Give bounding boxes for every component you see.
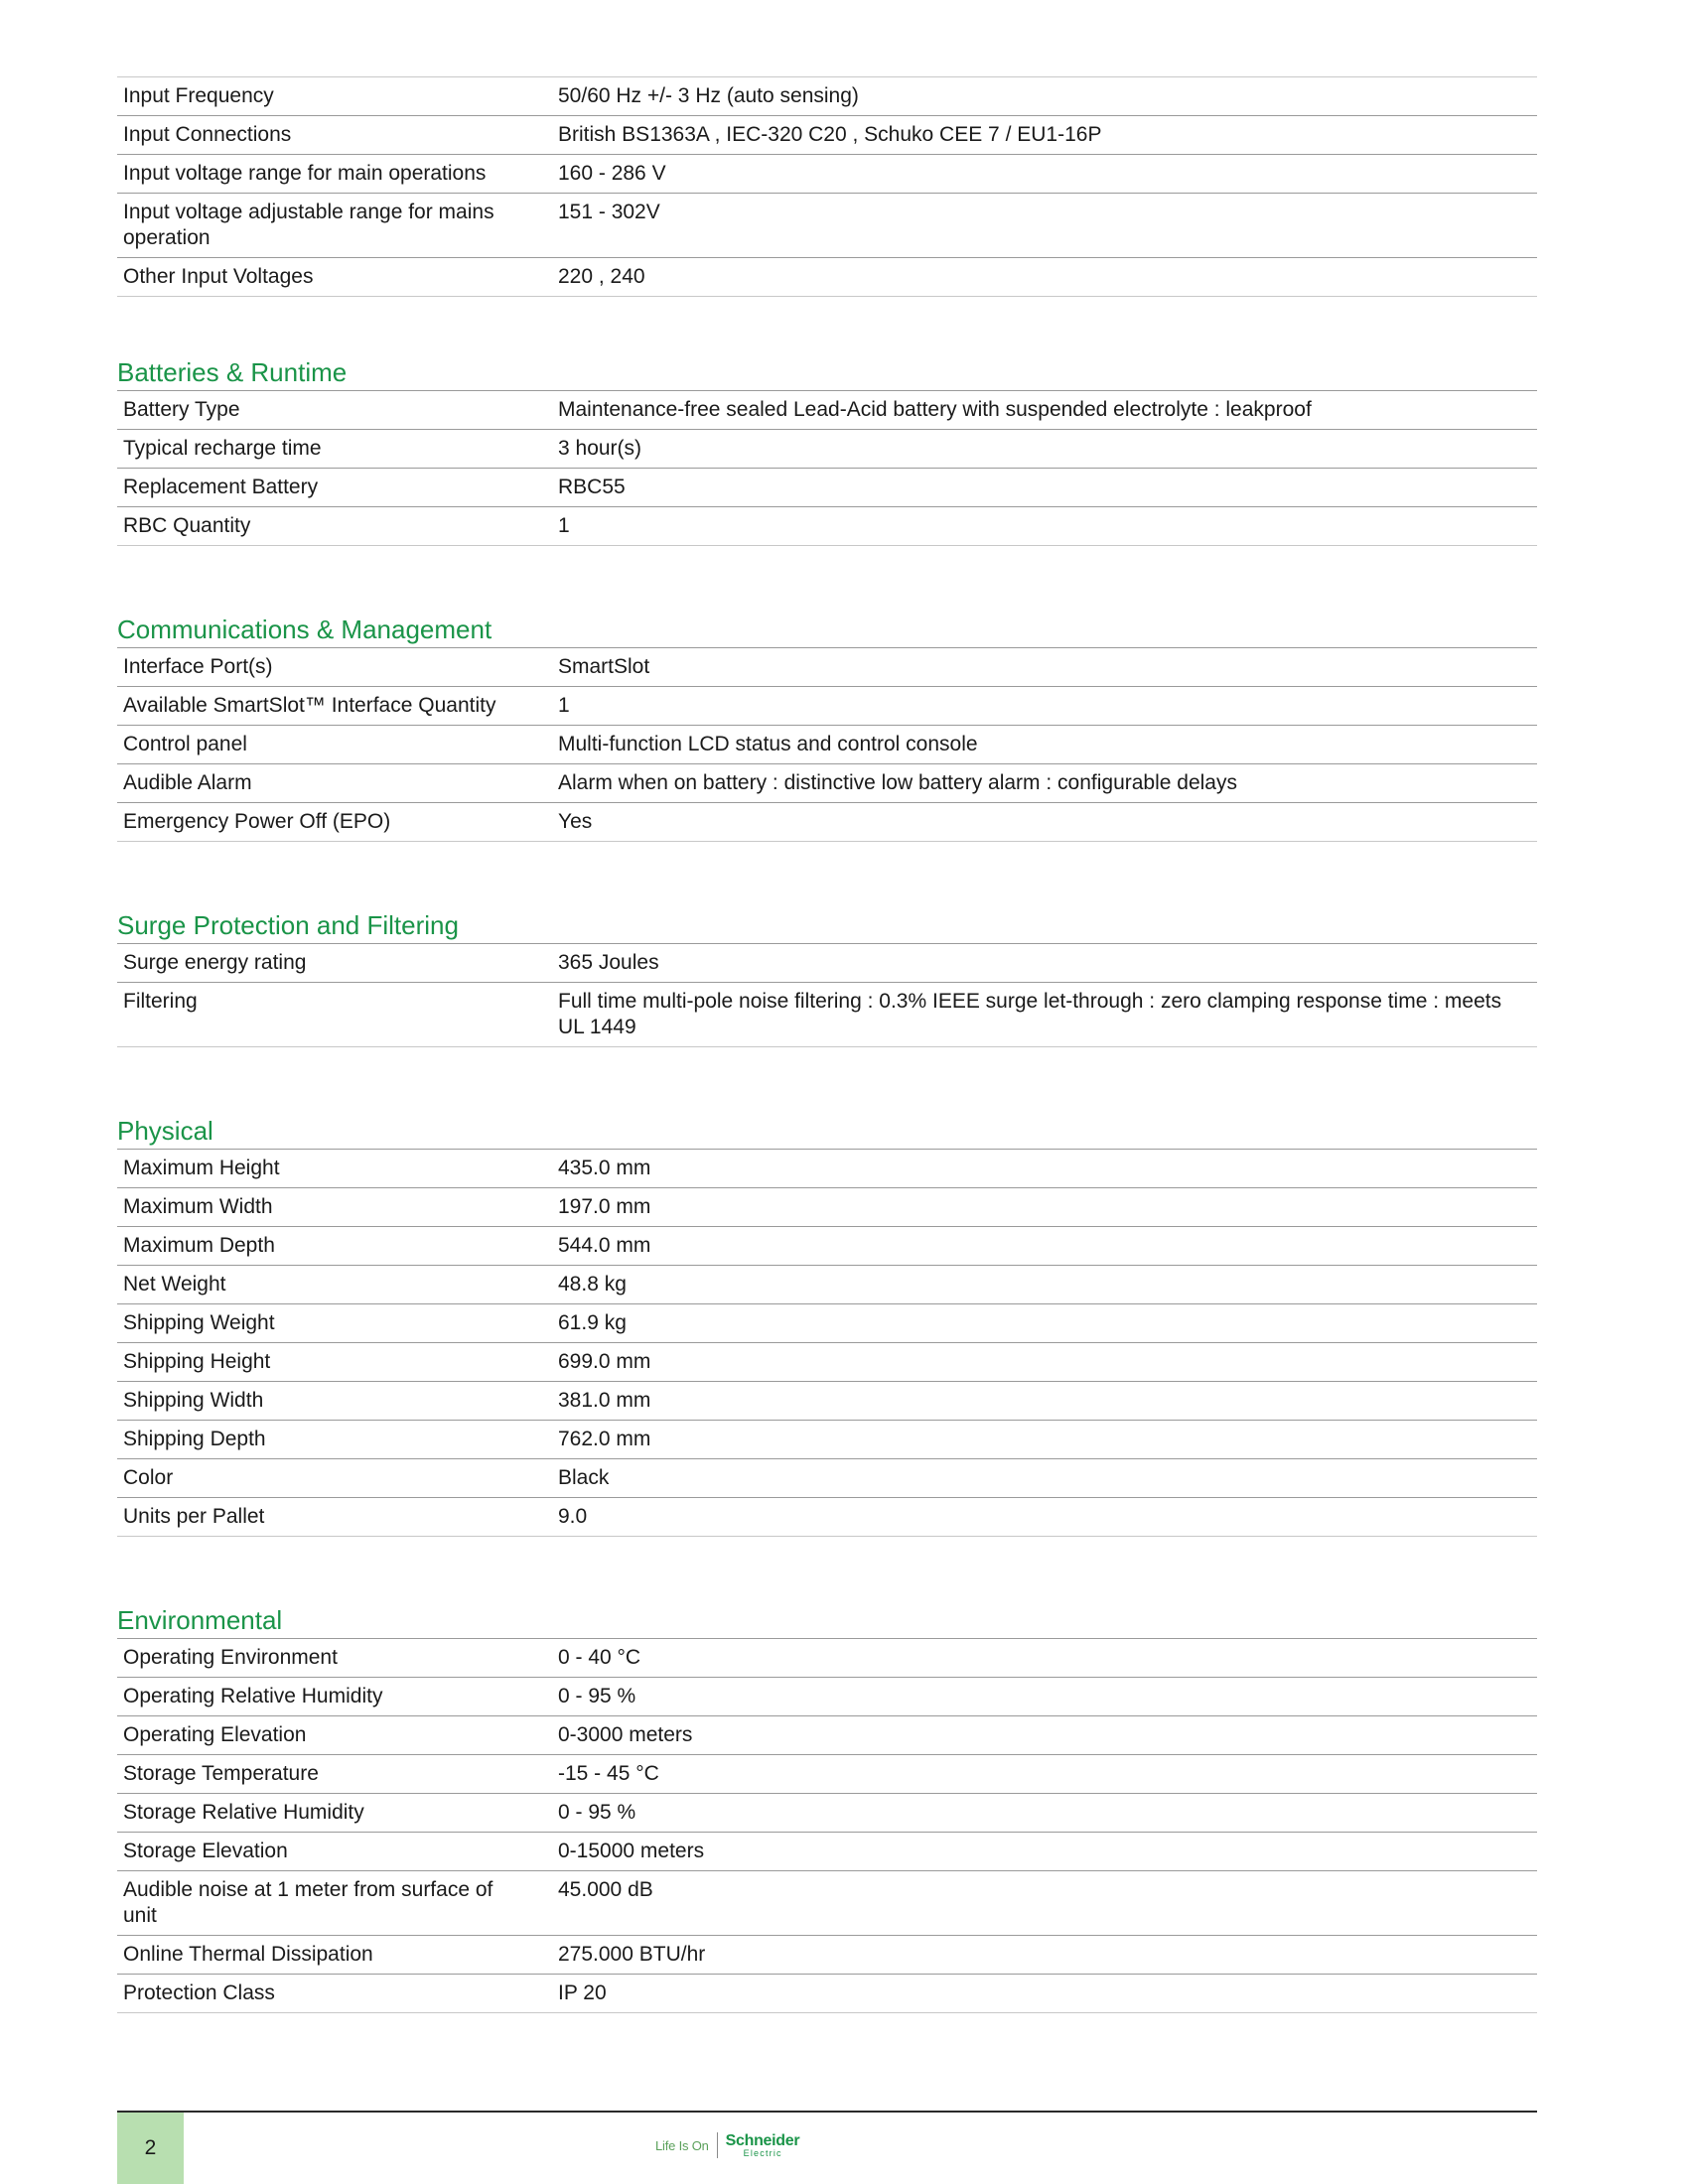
spec-value: Maintenance-free sealed Lead-Acid battery with suspended electrolyte : leakproof [552, 391, 1537, 430]
spec-value: 0 - 95 % [552, 1794, 1537, 1833]
table-row [117, 77, 1537, 116]
spec-table-environmental [117, 1638, 1537, 2013]
spec-label: Battery Type [117, 391, 552, 430]
spec-label: Operating Elevation [117, 1716, 552, 1755]
spec-label: Input Connections [117, 116, 552, 155]
page-number-text: 2 [144, 2136, 157, 2159]
spec-value: 0-3000 meters [552, 1716, 1537, 1755]
spec-value: 544.0 mm [552, 1227, 1537, 1266]
spec-label: Maximum Depth [117, 1227, 552, 1266]
spec-value: 0 - 95 % [552, 1678, 1537, 1716]
spec-value: 9.0 [552, 1498, 1537, 1537]
spec-table-surge [117, 943, 1537, 1047]
spec-value: 197.0 mm [552, 1188, 1537, 1227]
table-row [117, 194, 1537, 258]
table-row [117, 116, 1537, 155]
brand-sub: Electric [743, 2147, 782, 2158]
spec-label: Color [117, 1459, 552, 1498]
table-row [117, 1498, 1537, 1537]
table-row [117, 1975, 1537, 2013]
section-title: Environmental [117, 1605, 283, 1635]
table-row [117, 258, 1537, 297]
spec-label: Other Input Voltages [117, 258, 552, 297]
spec-value: 3 hour(s) [552, 430, 1537, 469]
spec-label: Shipping Height [117, 1343, 552, 1382]
table-row [117, 726, 1537, 764]
spec-label: Typical recharge time [117, 430, 552, 469]
spec-label: Input Frequency [117, 77, 552, 116]
spec-label: RBC Quantity [117, 507, 552, 546]
table-row [117, 1343, 1537, 1382]
table-row [117, 1871, 1537, 1936]
spec-label: Storage Relative Humidity [117, 1794, 552, 1833]
schneider-logo-icon [726, 2133, 800, 2158]
table-row [117, 803, 1537, 842]
section-input [117, 76, 1537, 297]
table-row [117, 983, 1537, 1047]
spec-label: Replacement Battery [117, 469, 552, 507]
spec-table-input [117, 76, 1537, 297]
spec-value: 1 [552, 687, 1537, 726]
spec-value: IP 20 [552, 1975, 1537, 2013]
spec-label: Input voltage range for main operations [117, 155, 552, 194]
section-surge-protection [117, 909, 1537, 1047]
spec-value: 275.000 BTU/hr [552, 1936, 1537, 1975]
spec-label: Net Weight [117, 1266, 552, 1304]
table-row [117, 1227, 1537, 1266]
table-row [117, 391, 1537, 430]
spec-label: Online Thermal Dissipation [117, 1936, 552, 1975]
table-row [117, 1639, 1537, 1678]
table-row [117, 1266, 1537, 1304]
spec-value: RBC55 [552, 469, 1537, 507]
table-row [117, 1794, 1537, 1833]
spec-value: 45.000 dB [552, 1871, 1537, 1936]
spec-value: Multi-function LCD status and control console [552, 726, 1537, 764]
spec-label: Input voltage adjustable range for mains operation [117, 194, 552, 258]
spec-table-communications [117, 647, 1537, 842]
table-row [117, 430, 1537, 469]
spec-label: Operating Relative Humidity [117, 1678, 552, 1716]
spec-label: Units per Pallet [117, 1498, 552, 1537]
section-communications-management [117, 614, 1537, 842]
table-row [117, 764, 1537, 803]
spec-value: 1 [552, 507, 1537, 546]
spec-label: Shipping Weight [117, 1304, 552, 1343]
spec-value: Black [552, 1459, 1537, 1498]
section-environmental [117, 1604, 1537, 2013]
spec-label: Storage Elevation [117, 1833, 552, 1871]
table-row [117, 469, 1537, 507]
spec-label: Audible Alarm [117, 764, 552, 803]
spec-value: 365 Joules [552, 944, 1537, 983]
spec-table-batteries [117, 390, 1537, 546]
spec-value: British BS1363A , IEC-320 C20 , Schuko CEE 7 / EU1-16P [552, 116, 1537, 155]
section-batteries-runtime [117, 356, 1537, 546]
spec-value: Alarm when on battery : distinctive low battery alarm : configurable delays [552, 764, 1537, 803]
spec-label: Shipping Depth [117, 1421, 552, 1459]
brand-name: Schneider [725, 2131, 800, 2149]
spec-value: 762.0 mm [552, 1421, 1537, 1459]
spec-table-physical [117, 1149, 1537, 1537]
section-physical [117, 1115, 1537, 1537]
spec-value: Full time multi-pole noise filtering : 0.3% IEEE surge let-through : zero clamping response time : meets UL 1449 [552, 983, 1537, 1047]
spec-sheet [117, 76, 1537, 2081]
table-row [117, 1459, 1537, 1498]
spec-label: Emergency Power Off (EPO) [117, 803, 552, 842]
table-row [117, 944, 1537, 983]
spec-value: 220 , 240 [552, 258, 1537, 297]
spec-value: 61.9 kg [552, 1304, 1537, 1343]
table-row [117, 687, 1537, 726]
spec-value: SmartSlot [552, 648, 1537, 687]
table-row [117, 1755, 1537, 1794]
section-title: Batteries & Runtime [117, 357, 348, 387]
spec-value: 151 - 302V [552, 194, 1537, 258]
spec-value: 435.0 mm [552, 1150, 1537, 1188]
spec-label: Surge energy rating [117, 944, 552, 983]
table-row [117, 507, 1537, 546]
spec-value: Yes [552, 803, 1537, 842]
table-row [117, 648, 1537, 687]
spec-label: Storage Temperature [117, 1755, 552, 1794]
section-title: Physical [117, 1116, 213, 1146]
table-row [117, 1150, 1537, 1188]
spec-label: Audible noise at 1 meter from surface of unit [117, 1871, 552, 1936]
section-title: Surge Protection and Filtering [117, 910, 459, 940]
spec-value: 48.8 kg [552, 1266, 1537, 1304]
spec-label: Interface Port(s) [117, 648, 552, 687]
section-title: Communications & Management [117, 614, 492, 644]
table-row [117, 155, 1537, 194]
table-row [117, 1188, 1537, 1227]
table-row [117, 1936, 1537, 1975]
spec-value: 0 - 40 °C [552, 1639, 1537, 1678]
footer-divider [117, 2111, 1537, 2113]
spec-label: Shipping Width [117, 1382, 552, 1421]
spec-label: Control panel [117, 726, 552, 764]
table-row [117, 1678, 1537, 1716]
table-row [117, 1304, 1537, 1343]
spec-label: Filtering [117, 983, 552, 1047]
spec-label: Operating Environment [117, 1639, 552, 1678]
brand-separator [717, 2132, 718, 2158]
spec-label: Protection Class [117, 1975, 552, 2013]
spec-value: 160 - 286 V [552, 155, 1537, 194]
brand-tagline: Life Is On [655, 2137, 709, 2153]
table-row [117, 1833, 1537, 1871]
table-row [117, 1382, 1537, 1421]
spec-value: 381.0 mm [552, 1382, 1537, 1421]
spec-value: -15 - 45 °C [552, 1755, 1537, 1794]
brand-logo [655, 2130, 799, 2160]
table-row [117, 1421, 1537, 1459]
spec-value: 50/60 Hz +/- 3 Hz (auto sensing) [552, 77, 1537, 116]
spec-label: Maximum Height [117, 1150, 552, 1188]
table-row [117, 1716, 1537, 1755]
spec-value: 699.0 mm [552, 1343, 1537, 1382]
page-number [117, 2113, 184, 2184]
spec-value: 0-15000 meters [552, 1833, 1537, 1871]
spec-label: Available SmartSlot™ Interface Quantity [117, 687, 552, 726]
spec-label: Maximum Width [117, 1188, 552, 1227]
